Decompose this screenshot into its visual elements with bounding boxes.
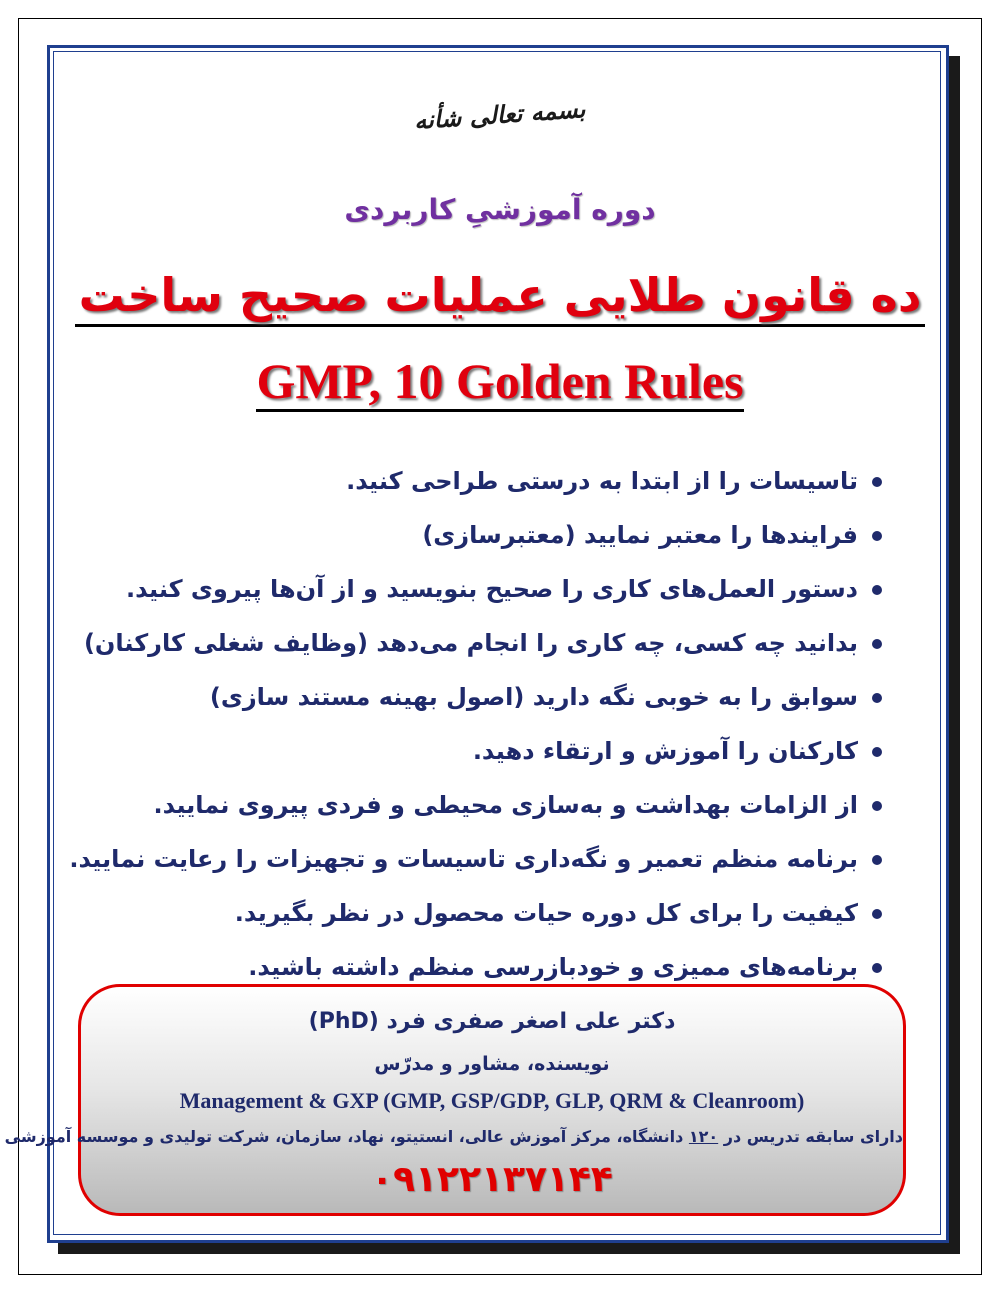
bullet-icon — [872, 855, 882, 865]
rule-item: بدانید چه کسی، چه کاری را انجام می‌دهد (وظایف شغلی کارکنان) — [112, 620, 882, 674]
bullet-icon — [872, 477, 882, 487]
bullet-icon — [872, 801, 882, 811]
bullet-icon — [872, 693, 882, 703]
rule-item: برنامه منظم تعمیر و نگه‌داری تاسیسات و تجهیزات را رعایت نمایید. — [112, 836, 882, 890]
bullet-icon — [872, 909, 882, 919]
bullet-icon — [872, 747, 882, 757]
rule-item: سوابق را به خوبی نگه دارید (اصول بهینه مستند سازی) — [112, 674, 882, 728]
author-role: نویسنده، مشاور و مدرّس — [374, 1053, 610, 1075]
invocation-calligraphy: بسمه تعالی شأنه — [413, 94, 587, 135]
bullet-icon — [872, 963, 882, 973]
rule-item: کارکنان را آموزش و ارتقاء دهید. — [112, 728, 882, 782]
author-name: دکتر علی اصغر صفری فرد (PhD) — [308, 1009, 676, 1034]
author-info-box — [4, 984, 906, 1216]
rule-item: کیفیت را برای کل دوره حیات محصول در نظر بگیرید. — [112, 890, 882, 944]
rule-item: تاسیسات را از ابتدا به درستی طراحی کنید. — [112, 458, 882, 512]
author-specialty: Management & GXP (GMP, GSP/GDP, GLP, QRM & Cleanroom) — [179, 1088, 805, 1113]
rule-item: برنامه‌های ممیزی و خودبازرسی منظم داشته باشید. — [112, 944, 882, 998]
author-experience: دارای سابقه تدریس در ۱۲۰ دانشگاه، مرکز آموزش عالی، انستیتو، نهاد، سازمان، شرکت تولیدی و موسسه آموزشی — [4, 1127, 903, 1146]
experience-count: ۱۲۰ — [688, 1127, 719, 1146]
rule-item: از الزامات بهداشت و به‌سازی محیطی و فردی پیروی نمایید. — [112, 782, 882, 836]
golden-rules-list — [69, 458, 882, 998]
rule-item: دستور العمل‌های کاری را صحیح بنویسید و از آن‌ها پیروی کنید. — [112, 566, 882, 620]
title-persian: ده قانون طلایی عملیات صحیح ساخت — [0, 268, 1000, 322]
bullet-icon — [872, 531, 882, 541]
title-english: GMP, 10 Golden Rules — [0, 352, 1000, 410]
rule-item: فرایندها را معتبر نمایید (معتبرسازی) — [112, 512, 882, 566]
bullet-icon — [872, 639, 882, 649]
bullet-icon — [872, 585, 882, 595]
phone-number: ۰۹۱۲۲۱۳۷۱۴۴ — [371, 1159, 613, 1200]
course-type-heading: دوره آموزشیِ کاربردی — [344, 193, 656, 226]
